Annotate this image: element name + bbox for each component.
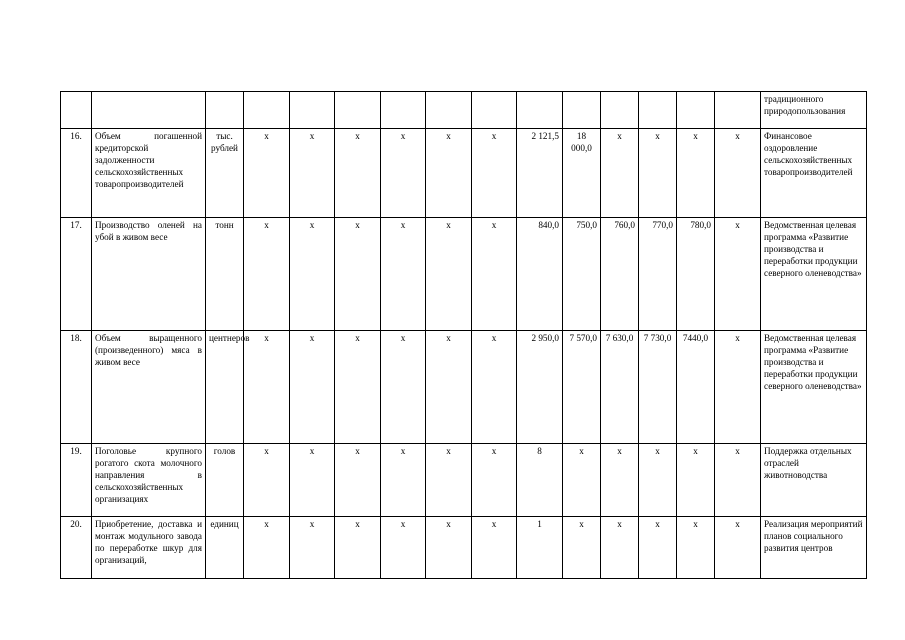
cell-empty [563,92,601,129]
table-row [61,331,867,444]
cell-empty [639,92,677,129]
cell-value: х [381,129,426,218]
cell-value: х [290,331,335,444]
cell-value: 1 [517,517,563,579]
cell-value: х [715,331,761,444]
cell-value: 8 [517,444,563,517]
cell-indicator-name: Поголовье крупного рогатого скота молочного направления в сельскохозяйственных организациях [92,444,206,517]
cell-empty [290,92,335,129]
cell-row-number: 19. [61,444,92,517]
cell-value: 750,0 [563,218,601,331]
cell-value: х [244,129,290,218]
cell-empty [335,92,381,129]
cell-value: х [381,218,426,331]
cell-value: х [715,129,761,218]
cell-row-number: 17. [61,218,92,331]
cell-note: Поддержка отдельных отраслей животноводства [761,444,867,517]
cell-value: х [244,331,290,444]
cell-value: х [677,517,715,579]
cell-value: х [639,129,677,218]
cell-value: 7440,0 [677,331,715,444]
cell-value: х [244,444,290,517]
cell-note: традиционного природопользования [761,92,867,129]
cell-value: х [715,218,761,331]
cell-value: х [563,517,601,579]
cell-unit: голов [206,444,244,517]
cell-value: х [426,444,472,517]
cell-value: х [563,444,601,517]
cell-value: х [677,129,715,218]
cell-value: х [335,517,381,579]
cell-value: х [715,444,761,517]
cell-value: х [426,218,472,331]
cell-value: х [601,517,639,579]
cell-empty [517,92,563,129]
cell-note: Ведомственная целевая программа «Развитие производства и переработки продукции северного оленеводства» [761,218,867,331]
cell-empty [715,92,761,129]
table-row [61,129,867,218]
cell-empty [61,92,92,129]
table-row [61,444,867,517]
cell-value: х [639,444,677,517]
cell-value: 760,0 [601,218,639,331]
cell-value: х [426,331,472,444]
cell-value: х [715,517,761,579]
cell-value: х [601,444,639,517]
cell-value: х [381,331,426,444]
cell-value: х [426,129,472,218]
cell-value: х [290,444,335,517]
cell-value: х [290,517,335,579]
cell-value: х [335,218,381,331]
cell-empty [244,92,290,129]
cell-empty [381,92,426,129]
cell-note: Реализация мероприятий планов социального развития центров [761,517,867,579]
cell-unit: тыс. рублей [206,129,244,218]
cell-value: х [290,218,335,331]
cell-value: х [381,444,426,517]
cell-unit: центнеров [206,331,244,444]
cell-indicator-name: Объем погашенной кредиторской задолженности сельскохозяйственных товаропроизводителей [92,129,206,218]
cell-empty [206,92,244,129]
cell-value: 840,0 [517,218,563,331]
cell-value: 18 000,0 [563,129,601,218]
cell-row-number: 18. [61,331,92,444]
cell-value: х [426,517,472,579]
indicators-table [60,91,867,579]
cell-value: х [472,129,517,218]
cell-value: х [472,331,517,444]
cell-value: 7 630,0 [601,331,639,444]
cell-value: 7 570,0 [563,331,601,444]
cell-value: х [290,129,335,218]
cell-empty [677,92,715,129]
cell-value: х [472,218,517,331]
cell-row-number: 16. [61,129,92,218]
cell-empty [92,92,206,129]
table-row-continuation [61,92,867,129]
cell-value: х [335,331,381,444]
cell-note: Финансовое оздоровление сельскохозяйственных товаропроизводителей [761,129,867,218]
cell-value: х [472,444,517,517]
cell-note: Ведомственная целевая программа «Развитие производства и переработки продукции северного оленеводства» [761,331,867,444]
table-row [61,517,867,579]
cell-value: х [244,517,290,579]
cell-value: 2 121,5 [517,129,563,218]
cell-unit: единиц [206,517,244,579]
cell-indicator-name: Объем выращенного (произведенного) мяса в живом весе [92,331,206,444]
cell-value: х [677,444,715,517]
cell-row-number: 20. [61,517,92,579]
cell-empty [426,92,472,129]
cell-value: 770,0 [639,218,677,331]
cell-value: х [639,517,677,579]
cell-value: х [335,129,381,218]
table-row [61,218,867,331]
cell-value: 2 950,0 [517,331,563,444]
cell-value: х [381,517,426,579]
cell-value: 7 730,0 [639,331,677,444]
cell-value: 780,0 [677,218,715,331]
cell-empty [472,92,517,129]
cell-value: х [335,444,381,517]
cell-indicator-name: Производство оленей на убой в живом весе [92,218,206,331]
cell-value: х [472,517,517,579]
cell-value: х [601,129,639,218]
cell-empty [601,92,639,129]
cell-unit: тонн [206,218,244,331]
cell-indicator-name: Приобретение, доставка и монтаж модульного завода по переработке шкур для организаций, [92,517,206,579]
cell-value: х [244,218,290,331]
